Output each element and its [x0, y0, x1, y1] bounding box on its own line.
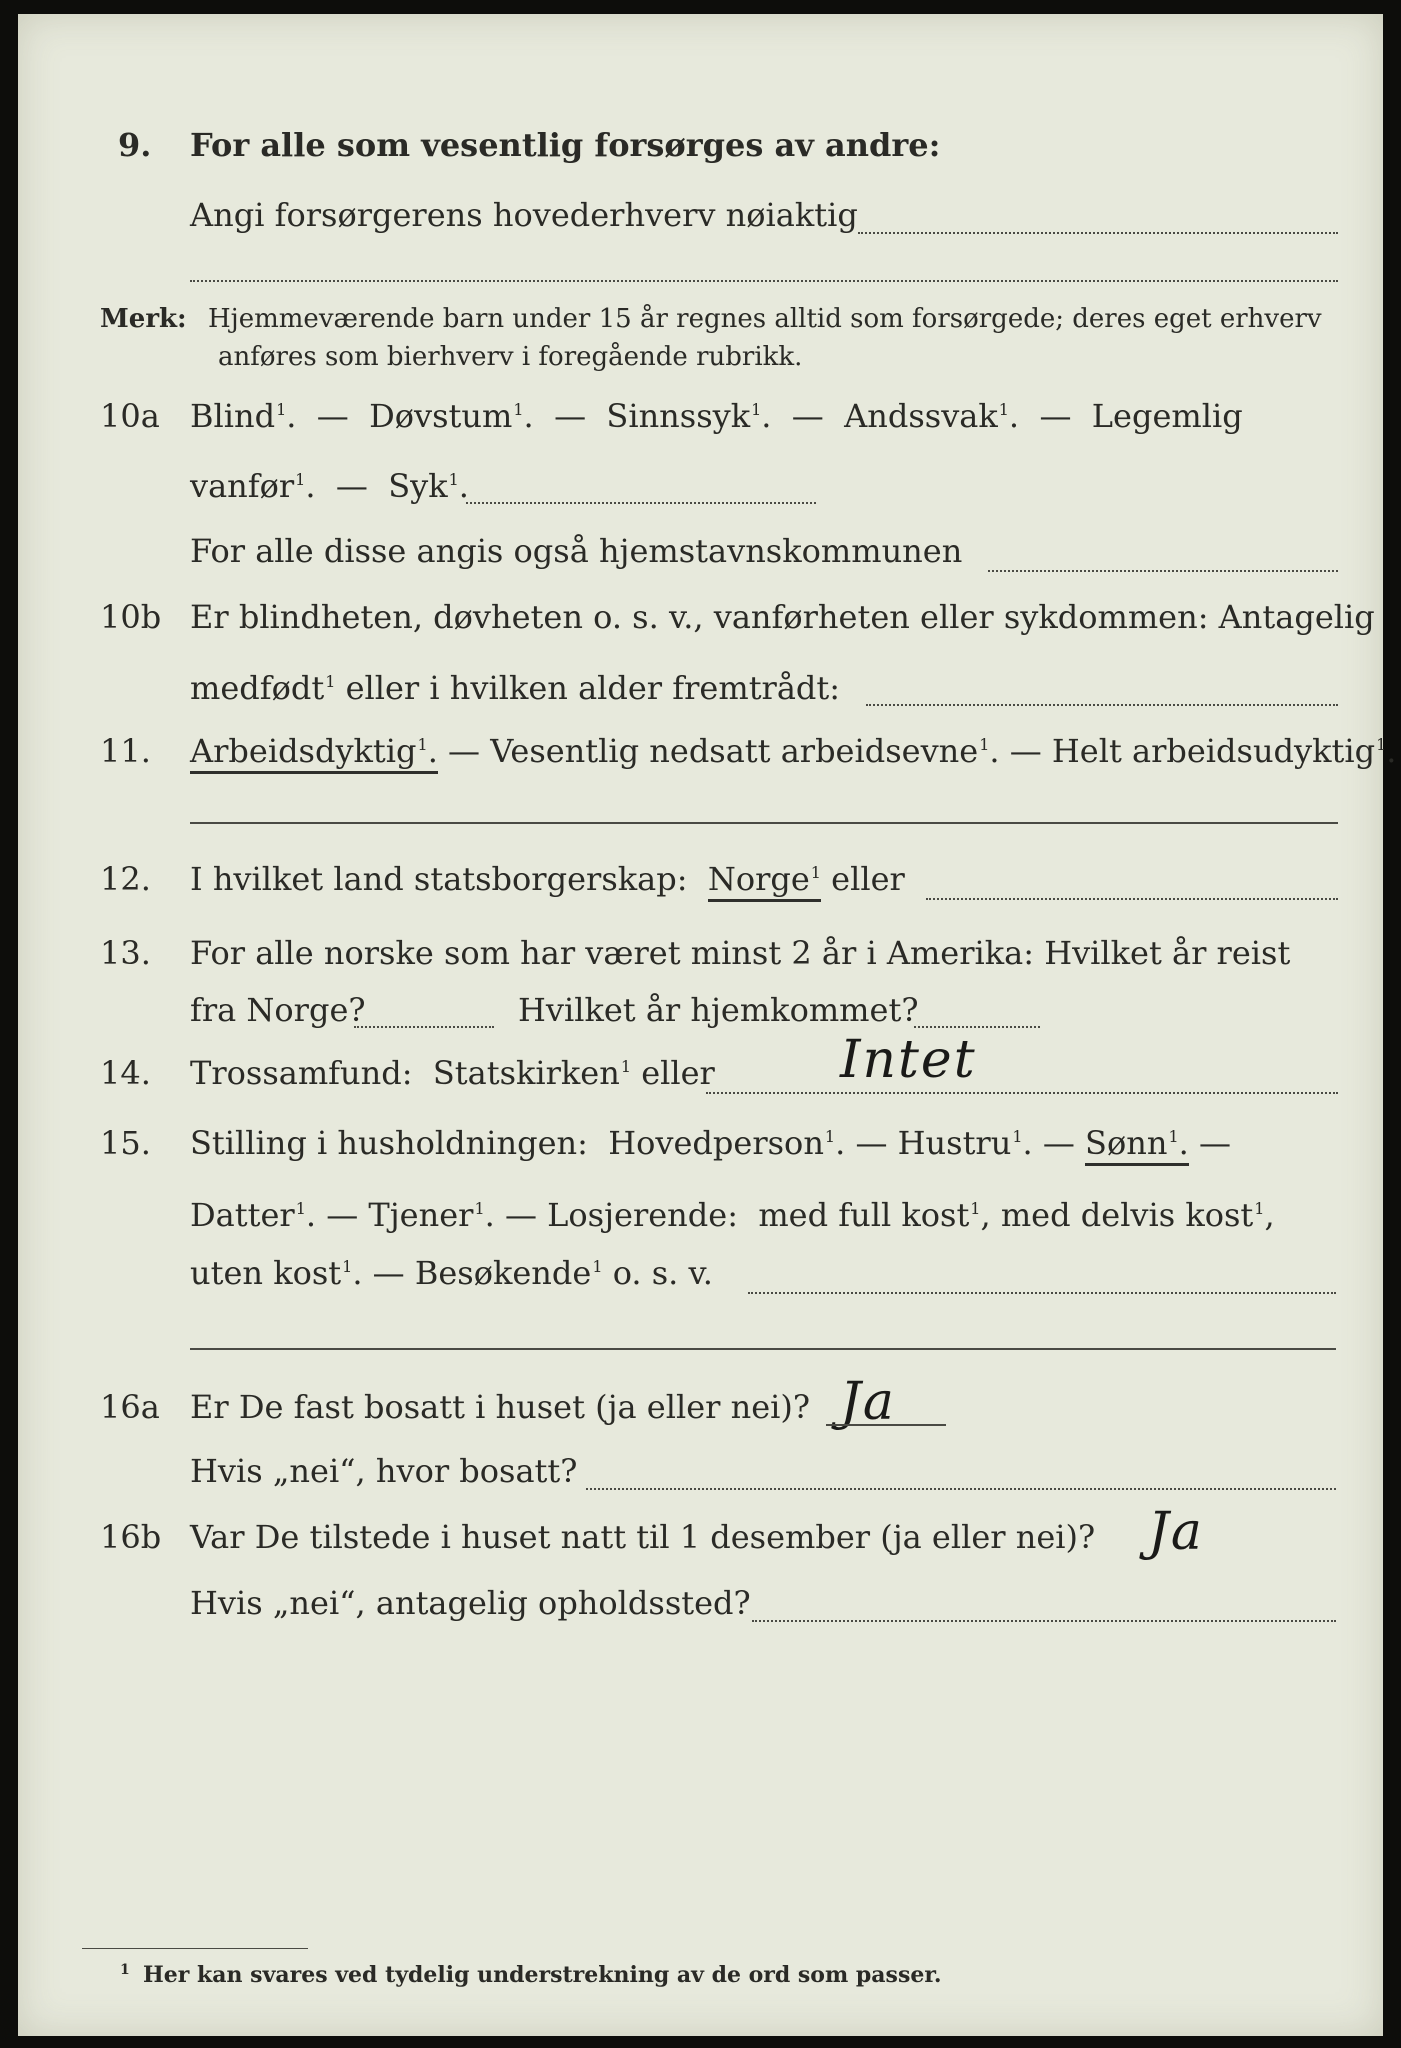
- question-text: For alle som vesentlig forsørges av andre:: [190, 126, 941, 164]
- question-number: 11.: [100, 732, 151, 770]
- answer-line[interactable]: [866, 704, 1338, 706]
- question-text: For alle disse angis også hjemstavnskommunen: [190, 532, 963, 570]
- census-form-page: 9. For alle som vesentlig forsørges av andre: Angi forsørgerens hovederhverv nøiaktig Merk: Hjemmeværende barn under 15 år regnes alltid som forsørgede; deres eget erhverv anføres som bierhverv i foregående rubrikk. 10a Blind$^1$. — Døvstum$^1$. — Sinnssyk$^1$. — Andssvak$^1$. — Legemlig vanfør$^1$. — Syk$^1$. For alle disse angis også hjemstavnskommunen 10b Er blindheten, døvheten o. s. v., vanførheten eller sykdommen: Antagelig medfødt$^1$ eller i hvilken alder fremtrådt: 11. Arbeidsdyktig$^1$. — Vesentlig nedsatt arbeidsevne$^1$. — Helt arbeidsudyktig$^1$. 12. I hvilket land statsborgerskap: Norge$^1$ eller 13. For alle norske som har været minst 2 år i Amerika: Hvilket år reist fra Norge? Hvilket år hjemkommet? 14. Trossamfund: Statskirken$^1$ eller Intet 15. Stilling i husholdningen: Hovedperson$^1$. — Hustru$^1$. — Sønn$^1$. — Datter$^1$. — Tjener$^1$. — Losjerende: med full kost$^1$, med delvis kost$^1$, uten kost$^1$. — Besøkende$^1$ o. s. v. 16a Er De fast bosatt i huset (ja eller nei)? Ja Hvis „nei“, hvor bosatt? 16b Var De tilstede i huset natt til 1 desember (ja eller nei)? Ja Hvis „nei“, antagelig opholdssted? 1 Her kan svares ved tydelig understrekning av de ord som passer.: [18, 14, 1383, 2036]
- question-number: 14.: [100, 1054, 151, 1092]
- answer-line[interactable]: [354, 1026, 494, 1028]
- question-text: Angi forsørgerens hovederhverv nøiaktig: [190, 196, 858, 234]
- question-text: fra Norge?: [190, 991, 366, 1029]
- answer-line[interactable]: [466, 502, 816, 504]
- question-text: Er De fast bosatt i huset (ja eller nei)?: [190, 1388, 811, 1426]
- question-number: 10b: [100, 598, 162, 636]
- question-text: Trossamfund:: [190, 1054, 413, 1092]
- option-vanfor[interactable]: vanfør: [190, 467, 295, 505]
- option-hovedperson[interactable]: Hovedperson: [608, 1124, 824, 1162]
- question-text: Hvilket år hjemkommet?: [518, 991, 919, 1029]
- note-label: Merk:: [100, 304, 187, 334]
- option-medfodt[interactable]: medfødt: [190, 669, 325, 707]
- option-legemlig[interactable]: Legemlig: [1091, 397, 1243, 435]
- handwritten-answer-present: Ja: [1148, 1502, 1204, 1562]
- option-tjener[interactable]: Tjener: [368, 1196, 474, 1234]
- question-text: Er blindheten, døvheten o. s. v., vanførheten eller sykdommen: Antagelig: [190, 598, 1375, 636]
- question-number: 12.: [100, 860, 151, 898]
- option-arbeidsdyktig-underlined[interactable]: Arbeidsdyktig$^1$.: [190, 732, 438, 774]
- option-blind[interactable]: Blind: [190, 397, 276, 435]
- question-number: 10a: [100, 397, 160, 435]
- question-number: 16b: [100, 1518, 162, 1556]
- question-text: I hvilket land statsborgerskap:: [190, 860, 688, 898]
- question-text: For alle norske som har været minst 2 år i Amerika: Hvilket år reist: [190, 934, 1291, 972]
- question-text: eller i hvilken alder fremtrådt:: [345, 669, 841, 707]
- answer-line[interactable]: [586, 1488, 1336, 1490]
- question-text: Stilling i husholdningen:: [190, 1124, 588, 1162]
- handwritten-answer-religion: Intet: [840, 1030, 977, 1090]
- footnote-text: Her kan svares ved tydelig understrekning av de ord som passer.: [143, 1962, 942, 1988]
- answer-line[interactable]: [748, 1292, 1336, 1294]
- answer-line[interactable]: [752, 1620, 1336, 1622]
- answer-line[interactable]: [190, 822, 1338, 824]
- answer-line[interactable]: [190, 280, 1338, 282]
- question-number: 15.: [100, 1124, 151, 1162]
- answer-line[interactable]: [926, 898, 1338, 900]
- question-text: Var De tilstede i huset natt til 1 desember (ja eller nei)?: [190, 1518, 1096, 1556]
- option-dovstum[interactable]: Døvstum: [369, 397, 513, 435]
- answer-line[interactable]: [706, 1092, 1338, 1094]
- option-besokende[interactable]: Besøkende: [414, 1254, 592, 1292]
- option-delvis-kost[interactable]: med delvis kost: [1000, 1196, 1254, 1234]
- answer-line[interactable]: [190, 1348, 1336, 1350]
- footnote-mark: 1: [120, 1962, 130, 1978]
- question-text: Hvis „nei“, hvor bosatt?: [190, 1452, 578, 1490]
- option-sinnssyk[interactable]: Sinnssyk: [606, 397, 751, 435]
- option-datter[interactable]: Datter: [190, 1196, 295, 1234]
- option-nedsatt[interactable]: Vesentlig nedsatt arbeidsevne: [490, 732, 979, 770]
- option-udyktig[interactable]: Helt arbeidsudyktig: [1051, 732, 1376, 770]
- option-syk[interactable]: Syk: [388, 467, 448, 505]
- footnote-rule: [82, 1948, 308, 1949]
- question-number: 16a: [100, 1388, 160, 1426]
- answer-line[interactable]: [914, 1026, 1040, 1028]
- question-number: 9.: [118, 126, 152, 164]
- option-statskirken[interactable]: Statskirken: [432, 1054, 620, 1092]
- option-full-kost[interactable]: med full kost: [758, 1196, 970, 1234]
- note-text: anføres som bierhverv i foregående rubrikk.: [218, 342, 803, 372]
- question-text: Hvis „nei“, antagelig opholdssted?: [190, 1584, 751, 1622]
- option-sonn-underlined[interactable]: Sønn$^1$.: [1085, 1124, 1189, 1166]
- answer-line[interactable]: [826, 1424, 946, 1426]
- option-hustru[interactable]: Hustru: [897, 1124, 1012, 1162]
- note-text: Hjemmeværende barn under 15 år regnes alltid som forsørgede; deres eget erhverv: [208, 304, 1322, 334]
- handwritten-answer-resident: Ja: [840, 1372, 896, 1432]
- option-uten-kost[interactable]: uten kost: [190, 1254, 342, 1292]
- answer-line[interactable]: [858, 232, 1338, 234]
- question-number: 13.: [100, 934, 151, 972]
- option-andssvak[interactable]: Andssvak: [844, 397, 998, 435]
- answer-line[interactable]: [988, 570, 1338, 572]
- option-norge-underlined[interactable]: Norge$^1$: [708, 860, 821, 902]
